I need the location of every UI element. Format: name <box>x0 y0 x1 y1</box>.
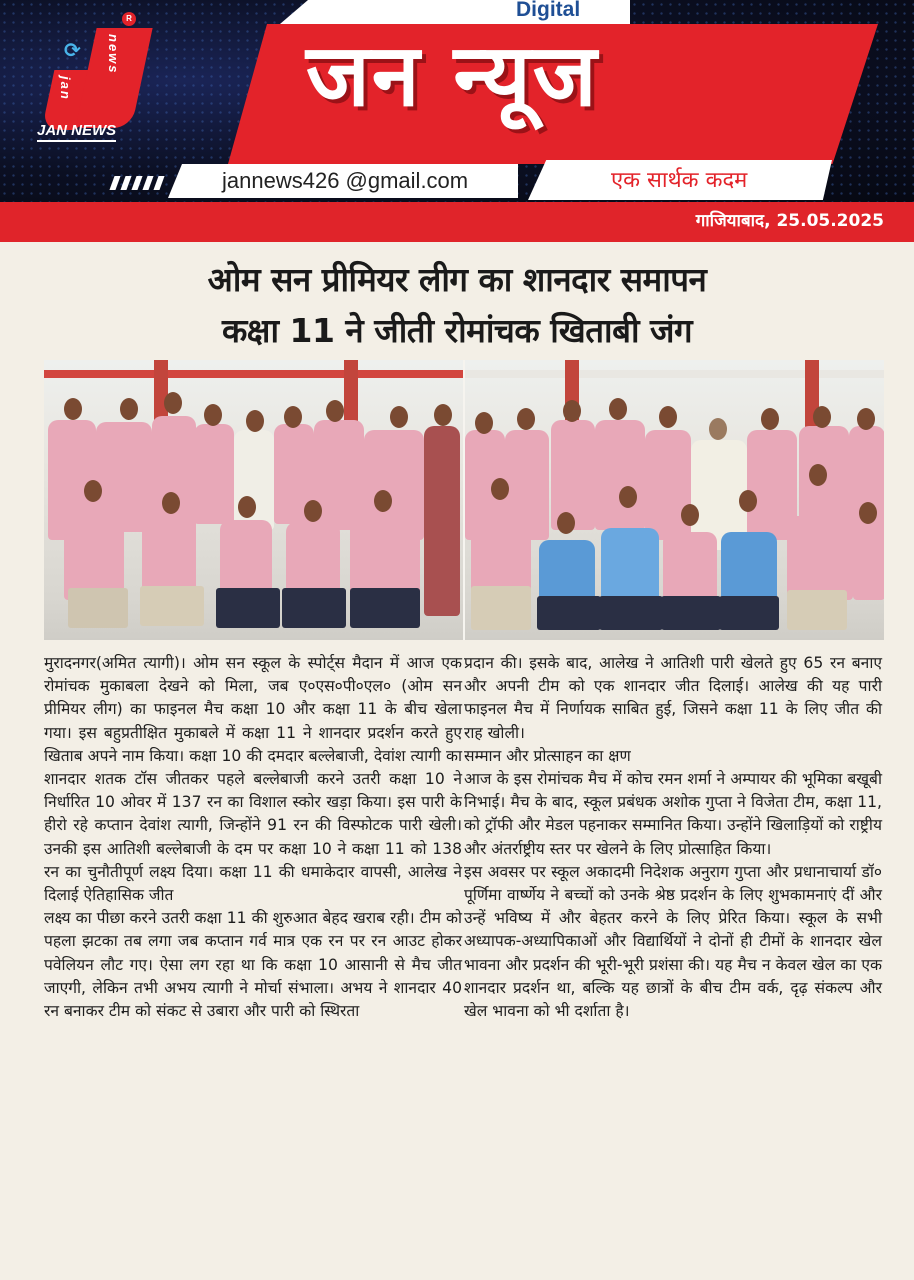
article-column-right <box>464 652 882 1023</box>
logo-letters-news: news <box>106 34 121 75</box>
tagline: एक सार्थक कदम <box>611 168 748 193</box>
speed-stripes <box>112 176 162 190</box>
article-paragraph: प्रदान की। इसके बाद, आलेख ने आतिशी पारी खेलते हुए 65 रन बनाए और अपनी टीम को एक शानदार जीत दिलाई। आलेख की यह पारी फाइनल मैच में निर्णायक साबित हुई, जिसने कक्षा 11 के लिए जीत की राह खोली। <box>464 654 882 742</box>
sync-arrows-icon: ⟳ <box>64 38 81 62</box>
logo-wordmark: JAN NEWS <box>37 122 116 142</box>
dateline: गाजियाबाद, 25.05.2025 <box>695 211 884 231</box>
article-column-left <box>44 652 462 1023</box>
contact-email: jannews426 @gmail.com <box>222 168 469 193</box>
headline-line-2: कक्षा 11 ने जीती रोमांचक खिताबी जंग <box>221 311 693 350</box>
article-paragraph: आज के इस रोमांचक मैच में कोच रमन शर्मा ने अम्पायर की भूमिका बखूबी निभाई। मैच के बाद, स्कूल प्रबंधक अशोक गुप्ता ने विजेता टीम, कक्षा 11, को ट्रॉफी और मेडल पहनाकर सम्मानित किया। उन्होंने खिलाड़ियों को राष्ट्रीय और अंतर्राष्ट्रीय स्तर पर खेलने के लिए प्रोत्साहित किया। <box>464 770 882 858</box>
article-subheading: सम्मान और प्रोत्साहन का क्षण <box>464 746 631 765</box>
article-paragraph: लक्ष्य का पीछा करने उतरी कक्षा 11 की शुरुआत बेहद खराब रही। टीम को पहला झटका तब लगा जब कप्तान गर्व मात्र एक रन पर रन आउट होकर पवेलियन लौट गए। ऐसा लग रहा था कि कक्षा 10 आसानी से मैच जीत जाएगी, लेकिन तभी अभय त्यागी ने मोर्चा संभाला। अभय ने शानदार 40 रन बनाकर टीम को संकट से उबारा और पारी को स्थिरता <box>44 909 462 1021</box>
headline-line-1: ओम सन प्रीमियर लीग का शानदार समापन <box>207 260 707 299</box>
masthead <box>0 0 914 202</box>
article-paragraph: इस अवसर पर स्कूल अकादमी निदेशक अनुराग गुप्ता और प्रधानाचार्या डॉ० पूर्णिमा वार्ष्णेय ने बच्चों को उनके श्रेष्ठ प्रदर्शन के लिए शुभकामनाएं दीं और उन्हें भविष्य में और बेहतर करने के लिए प्रेरित किया। स्कूल के सभी अध्यापक-अध्यापिकाओं और विद्यार्थियों ने दोनों ही टीमों के शानदार खेल भावना और प्रदर्शन की भूरी-भूरी प्रशंसा की। यह मैच न केवल खेल का एक शानदार प्रदर्शन था, बल्कि यह छात्रों के बीच टीम वर्क, दृढ़ संकल्प और खेल भावना को भी दर्शाता है। <box>464 862 882 1021</box>
team-photo <box>44 360 884 640</box>
newspaper-title: जन न्यूज <box>306 26 599 126</box>
team-photo-left <box>44 360 463 640</box>
registered-mark-icon: R <box>122 12 136 26</box>
team-photo-right <box>465 360 884 640</box>
logo-letters-jan: jan <box>58 76 73 101</box>
digital-label: Digital <box>516 0 581 21</box>
article-paragraph: मुरादनगर(अमित त्यागी)। ओम सन स्कूल के स्पोर्ट्स मैदान में आज एक रोमांचक मुकाबला देखने को मिला, जब ए०एस०पी०एल० (ओम सन प्रीमियर लीग) का फाइनल मैच कक्षा 10 और कक्षा 11 के बीच खेला गया। इस बहुप्रतीक्षित मुकाबले में कक्षा 11 ने शानदार प्रदर्शन करते हुए खिताब अपने नाम किया। कक्षा 10 की दमदार बल्लेबाजी, देवांश त्यागी का शानदार शतक टॉस जीतकर पहले बल्लेबाजी करने उतरी कक्षा 10 ने निर्धारित 10 ओवर में 137 रन का विशाल स्कोर खड़ा किया। इस पारी के हीरो रहे कप्तान देवांश त्यागी, जिन्होंने 91 रन की विस्फोटक पारी खेली। उनकी इस आतिशी बल्लेबाजी के दम पर कक्षा 10 ने कक्षा 11 को 138 रन का चुनौतीपूर्ण लक्ष्य दिया। कक्षा 11 की धमाकेदार वापसी, आलेख ने दिलाई ऐतिहासिक जीत <box>44 654 462 905</box>
